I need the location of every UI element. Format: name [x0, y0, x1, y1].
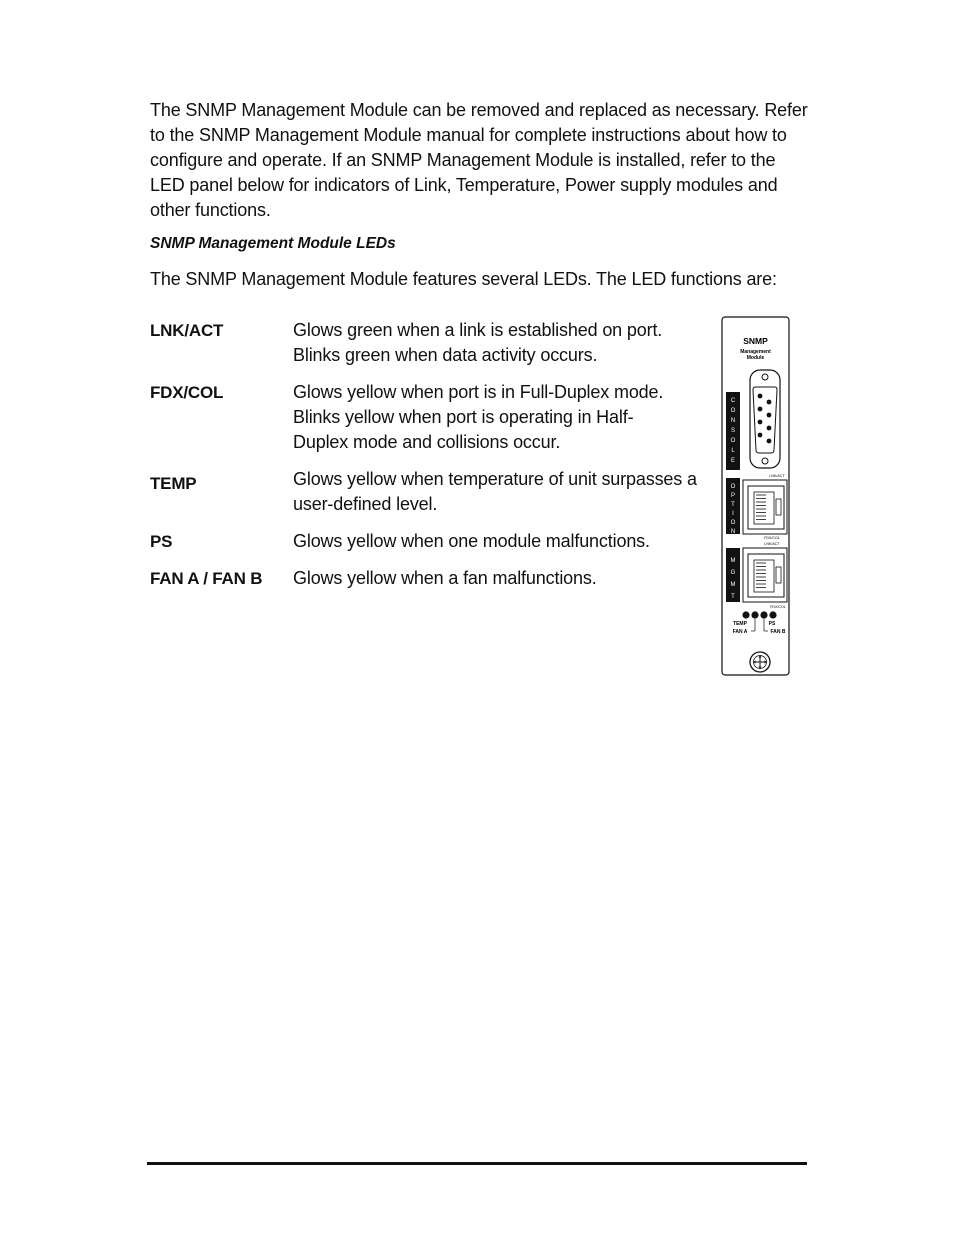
footer-rule — [147, 1162, 807, 1165]
svg-text:P: P — [730, 493, 736, 499]
intro-line: configure and operate. If an SNMP Management Module is installed, refer to the — [150, 150, 776, 170]
intro-line: LED panel below for indicators of Link, Temperature, Power supply modules and — [150, 175, 778, 195]
svg-text:O: O — [730, 520, 736, 526]
svg-text:E: E — [730, 458, 736, 464]
fan-b-led-label: FAN B — [770, 629, 786, 635]
intro-line: The SNMP Management Module can be removed and replaced as necessary. Refer — [150, 100, 808, 120]
panel-title: SNMP — [743, 336, 768, 346]
svg-text:T: T — [731, 502, 735, 508]
svg-text:C: C — [730, 398, 736, 404]
led-desc-line: Blinks yellow when port is operating in Half- — [293, 407, 634, 427]
svg-text:O: O — [730, 484, 736, 490]
svg-text:N: N — [730, 529, 736, 535]
svg-text:L: L — [731, 448, 735, 454]
led-term: LNK/ACT — [150, 321, 224, 340]
led-desc-line: Duplex mode and collisions occur. — [293, 432, 561, 452]
snmp-module-panel-illustration — [721, 316, 790, 676]
led-desc-line: Glows yellow when one module malfunctions. — [293, 531, 650, 551]
svg-text:T: T — [731, 594, 735, 600]
rj45-mgmt-port — [743, 548, 787, 602]
intro-paragraph — [150, 98, 808, 223]
temp-led-label: TEMP — [733, 621, 747, 627]
led-term: PS — [150, 532, 173, 551]
svg-text:N: N — [730, 418, 736, 424]
svg-text:M: M — [730, 558, 736, 564]
ps-led-label: PS — [768, 621, 776, 627]
svg-text:O: O — [730, 438, 736, 444]
svg-text:G: G — [730, 570, 736, 576]
panel-subtitle: Management — [740, 349, 771, 355]
led-description — [293, 318, 713, 368]
led-term: FAN A / FAN B — [150, 569, 263, 588]
led-description — [293, 467, 713, 517]
led-term: FDX/COL — [150, 383, 224, 402]
db9-console-port — [750, 370, 780, 468]
led-desc-line: user-defined level. — [293, 494, 438, 514]
panel-subtitle: Module — [746, 355, 765, 361]
svg-text:I: I — [732, 511, 734, 517]
led-desc-line: Blinks green when data activity occurs. — [293, 345, 598, 365]
intro-line: other functions. — [150, 200, 271, 220]
fan-a-led-label: FAN A — [732, 629, 748, 635]
fdx-col-label: FDX/COL — [764, 536, 780, 540]
intro-line: to the SNMP Management Module manual for complete instructions about how to — [150, 125, 787, 145]
led-desc-line: Glows yellow when a fan malfunctions. — [293, 568, 597, 588]
led-desc-line: Glows yellow when temperature of unit surpasses a — [293, 469, 697, 489]
svg-text:O: O — [730, 408, 736, 414]
led-desc-line: Glows green when a link is established on port. — [293, 320, 663, 340]
svg-text:M: M — [730, 582, 736, 588]
lead-text: The SNMP Management Module features several LEDs. The LED functions are: — [150, 269, 777, 289]
led-term: TEMP — [150, 474, 197, 493]
svg-text:S: S — [730, 428, 736, 434]
thumbscrew-icon — [750, 652, 770, 672]
rj45-option-port — [743, 480, 787, 534]
led-description — [293, 380, 713, 455]
lnk-act-label: LNK/ACT — [769, 474, 785, 478]
led-desc-line: Glows yellow when port is in Full-Duplex mode. — [293, 382, 664, 402]
section-heading: SNMP Management Module LEDs — [150, 235, 396, 252]
led-description — [293, 529, 713, 554]
led-description — [293, 566, 713, 591]
fdx-col-label: FDX/COL — [770, 605, 786, 609]
lnk-act-label: LNK/ACT — [764, 542, 780, 546]
